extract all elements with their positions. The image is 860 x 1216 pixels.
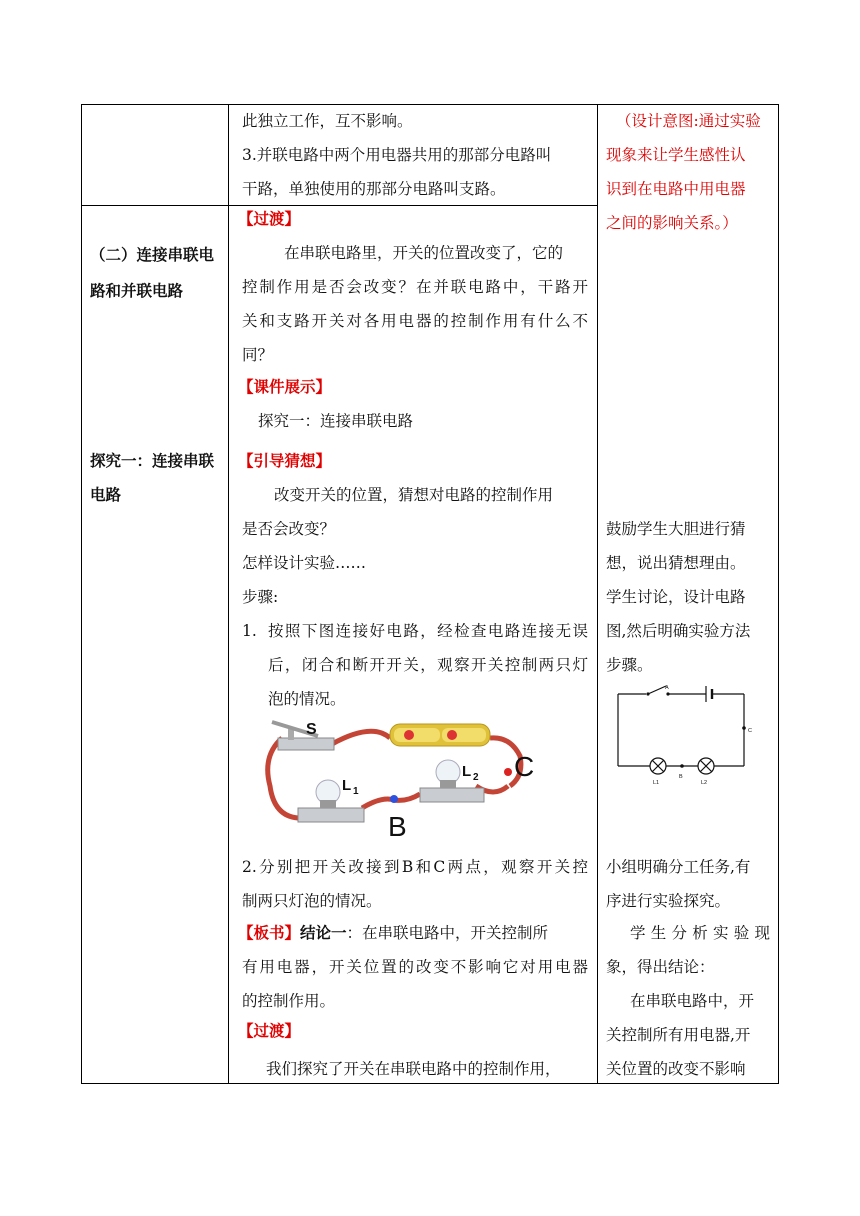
encourage-line: 想，说出猜想理由。 [606,554,746,572]
step2-line: 2.分别把开关改接到B和C两点，观察开关控 [242,858,588,876]
transition-tag: 【过渡】 [238,1022,301,1040]
design-intent-line: 现象来让学生感性认 [606,146,746,164]
last-line: 我们探究了开关在串联电路中的控制作用， [266,1060,561,1078]
explore-title: 探究一：连接串联 [90,452,215,470]
conclusion-line [238,922,548,944]
schematic-label-l2: L2 [701,780,708,786]
step2-line: 制两只灯泡的情况。 [242,892,382,910]
courseware-text: 探究一：连接串联电路 [258,412,414,430]
bulb-label-l2-sub: 2 [473,772,479,783]
analysis-line: 象，得出结论： [606,958,715,976]
steps-label: 步骤: [242,588,279,606]
design-intent-line: （设计意图:通过实验 [616,112,761,130]
conclusion-line: 有用电器，开关位置的改变不影响它对用电器 [242,958,588,976]
group-line: 小组明确分工任务,有 [606,858,751,876]
section-title: （二）连接串联电 [90,246,215,264]
question-line: 控制作用是否会改变？在并联电路中，干路开 [242,278,588,296]
board-tag: 【板书】 [238,924,301,942]
column-divider-1 [228,105,229,1083]
top-text-line: 干路，单独使用的那部分电路叫支路。 [242,180,506,198]
column-divider-2 [597,105,598,1083]
bulb-label-l2: L [462,763,472,780]
result-line: 在串联电路中，开 [630,992,755,1010]
transition-tag: 【过渡】 [238,210,301,228]
circuit-photo [262,716,552,846]
result-line: 关位置的改变不影响 [606,1060,746,1078]
section-title-cont: 路和并联电路 [90,282,184,300]
bulb-label-l1-sub: 1 [353,786,359,797]
question-line: 同？ [242,346,274,364]
discussion-line: 学生讨论，设计电路 [606,588,746,606]
bulb-label-l1: L [342,777,352,794]
design-intent-line: 识到在电路中用电器 [606,180,746,198]
conclusion-label: 结论一 [300,924,347,942]
conclusion-text: ：在串联电路中，开关控制所 [346,924,549,942]
schematic-label-c: C [748,728,752,734]
guess-line: 是否会改变？ [242,520,336,538]
point-label-b: B [388,811,407,842]
design-intent-line: 之间的影响关系。） [606,214,738,232]
step-line: 后，闭合和断开开关，观察开关控制两只灯 [268,656,588,674]
encourage-line: 鼓励学生大胆进行猜 [606,520,746,538]
step-number: 1. [242,622,257,640]
top-text-line: 3.并联电路中两个用电器共用的那部分电路叫 [242,146,552,164]
conclusion-line: 的控制作用。 [242,992,336,1010]
discussion-line: 图,然后明确实验方法 [606,622,751,640]
courseware-tag: 【课件展示】 [238,378,332,396]
step-line: 泡的情况。 [268,690,346,708]
guess-tag: 【引导猜想】 [238,452,332,470]
group-line: 序进行实验探究。 [606,892,731,910]
schematic-label-l1: L1 [653,780,660,786]
circuit-schematic [610,680,762,792]
step-line: 按照下图连接好电路，经检查电路连接无误 [268,622,588,640]
row-divider [82,205,597,206]
guess-line: 改变开关的位置，猜想对电路的控制作用 [274,486,554,504]
switch-label-s: S [306,721,317,738]
question-line: 关和支路开关对各用电器的控制作用有什么不 [242,312,588,330]
analysis-line: 学生分析实验现 [630,924,770,942]
result-line: 关控制所有用电器,开 [606,1026,751,1044]
top-text-line: 此独立工作，互不影响。 [242,112,413,130]
explore-title-cont: 电路 [90,486,122,504]
question-line: 在串联电路里，开关的位置改变了，它的 [284,244,564,262]
discussion-line: 步骤。 [606,656,653,674]
schematic-label-a: A [665,685,669,691]
point-label-c: C [514,751,535,782]
design-line: 怎样设计实验…… [242,554,367,572]
schematic-label-b: B [679,774,683,780]
